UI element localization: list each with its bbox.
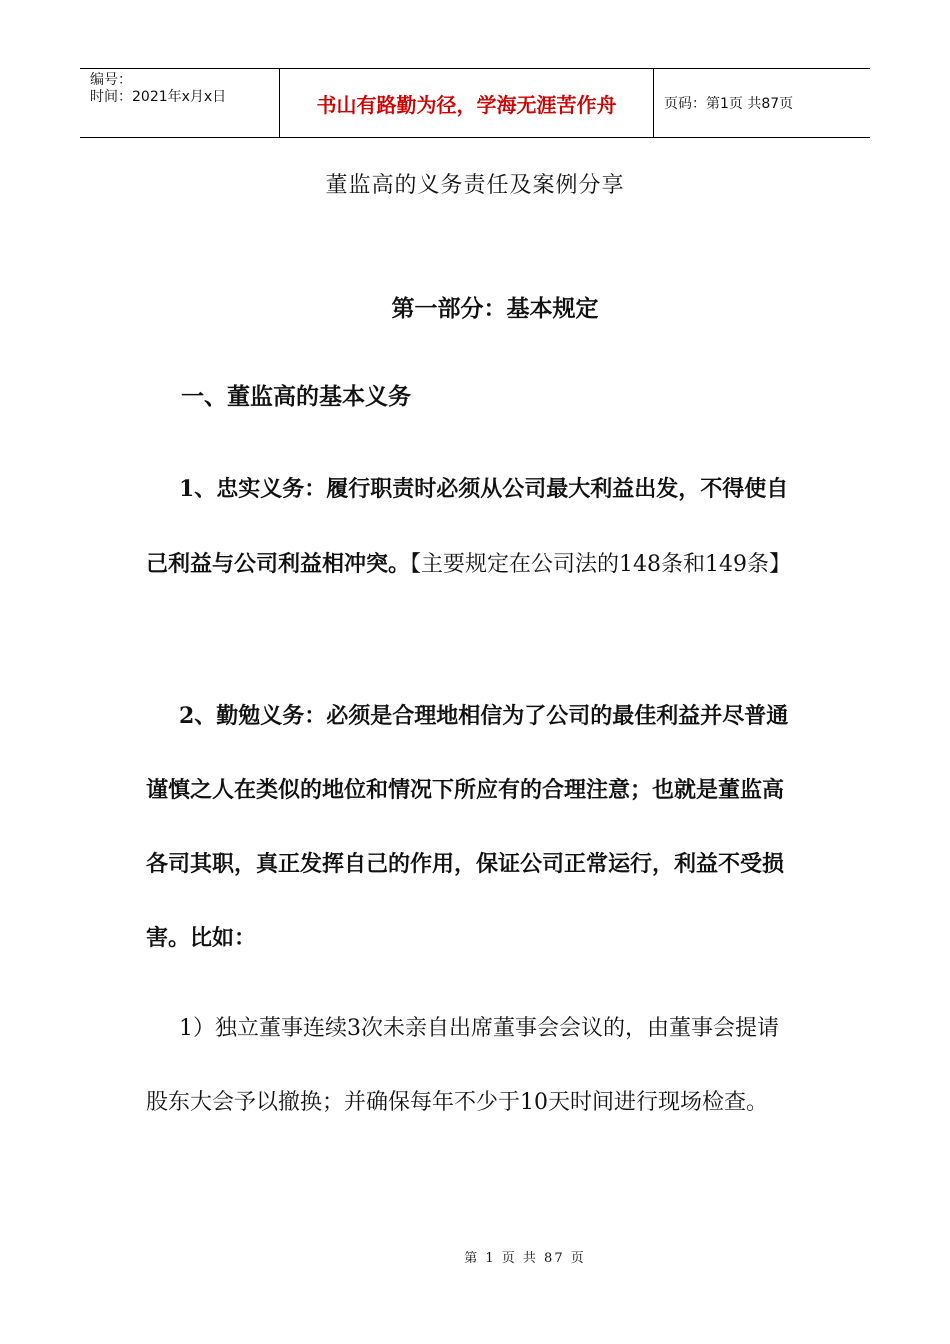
page-footer: 第 1 页 共 87 页 (464, 1251, 586, 1266)
date-label: 时间：2021年x月x日 (90, 89, 227, 105)
document-title: 董监高的义务责任及案例分享 (325, 173, 625, 198)
loyalty-reference-text: 【主要规定在公司法的148条和149条】 (410, 552, 791, 577)
paragraph-loyalty (146, 452, 796, 602)
header-motto: 书山有路勤为径，学海无涯苦作舟 (280, 69, 654, 137)
code-label: 编号： (90, 72, 132, 88)
header-page-info: 页码：第1页 共87页 (664, 96, 794, 112)
section-title: 第一部分：基本规定 (391, 295, 599, 322)
paragraph-diligence: 2、勤勉义务：必须是合理地相信为了公司的最佳利益并尽普通谨慎之人在类似的地位和情况下所应有的合理注意；也就是董监高各司其职，真正发挥自己的作用，保证公司正常运行，利益不受损害。比如： (146, 703, 789, 951)
header-meta (80, 69, 280, 137)
heading-basic-duties: 一、董监高的基本义务 (181, 383, 411, 410)
page-header (80, 68, 870, 138)
paragraph-example-1: 1）独立董事连续3次未亲自出席董事会会议的，由董事会提请股东大会予以撤换；并确保每年不少于10天时间进行现场检查。 (146, 1016, 779, 1115)
loyalty-bold-text: 1、忠实义务：履行职责时必须从公司最大利益出发，不得使自己利益与公司利益相冲突。 (146, 476, 789, 577)
